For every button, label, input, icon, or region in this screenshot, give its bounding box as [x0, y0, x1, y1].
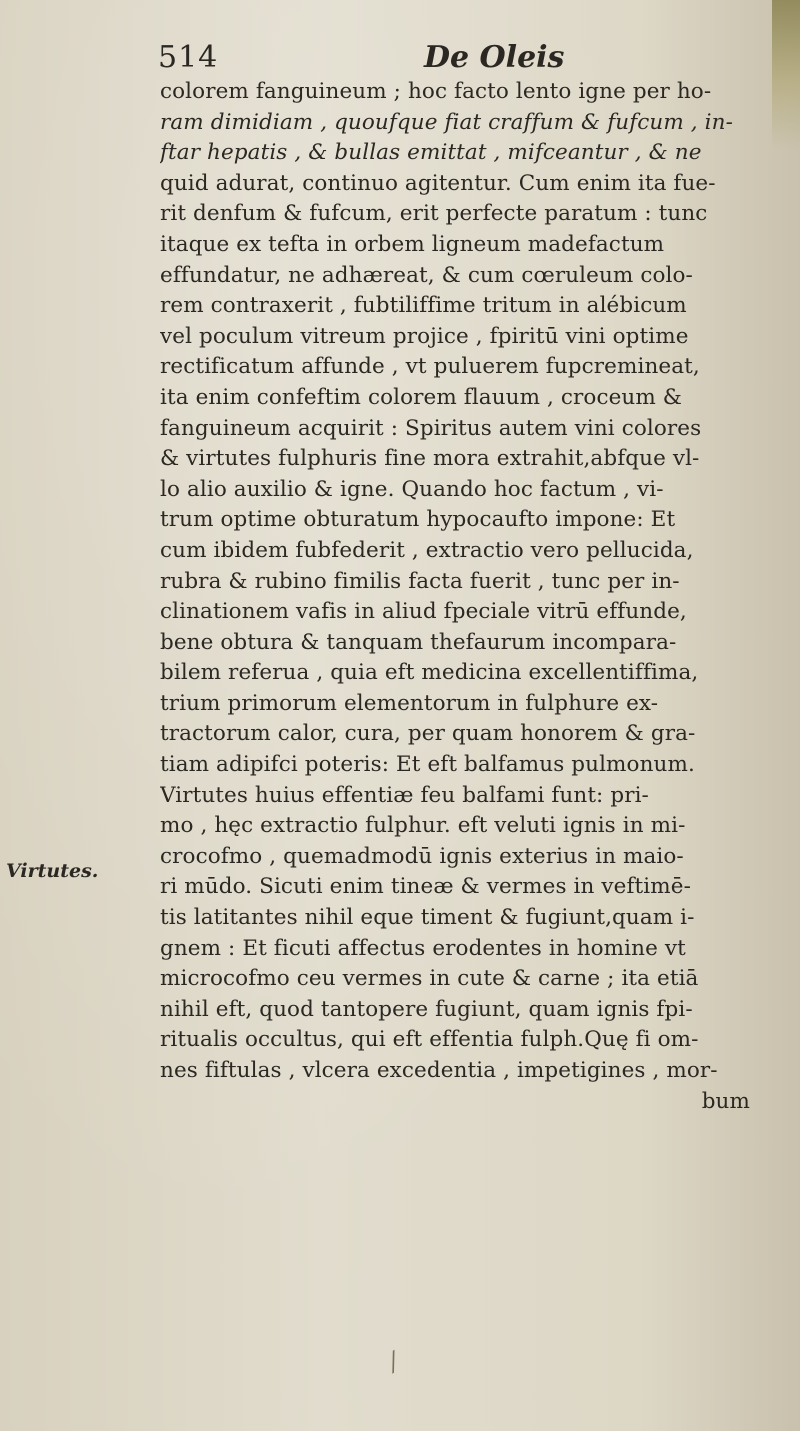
- text-line: gnem : Et ficuti affectus erodentes in homine vt: [160, 935, 686, 961]
- text-line: lo alio auxilio & igne. Quando hoc factum , vi-: [160, 476, 664, 502]
- marginal-note: Virtutes.: [6, 860, 99, 882]
- text-line: rem contraxerit , fubtiliffime tritum in alébicum: [160, 293, 687, 319]
- text-line: fanguineum acquirit : Spiritus autem vini colores: [160, 415, 702, 441]
- text-line: bum: [701, 1088, 750, 1114]
- text-line: colorem fanguineum ; hoc facto lento igne per ho-: [160, 79, 712, 104]
- text-line: ita enim confeftim colorem flauum , croceum &: [160, 384, 683, 410]
- text-line: itaque ex tefta in orbem ligneum madefactum: [160, 231, 665, 257]
- text-line: cum ibidem fubfederit , extractio vero pellucida,: [160, 537, 694, 563]
- text-line: bilem referua , quia eft medicina excellentiffima,: [160, 660, 699, 686]
- text-line: crocofmo , quemadmodū ignis exterius in maio-: [160, 843, 684, 869]
- text-line: microcofmo ceu vermes in cute & carne ; ita etiā: [160, 966, 699, 992]
- text-line: effundatur, ne adhæreat, & cum cœruleum colo-: [160, 262, 693, 288]
- text-line: clinationem vafis in aliud fpeciale vitrū effunde,: [160, 599, 687, 625]
- text-line: tis latitantes nihil eque timent & fugiunt,quam i-: [160, 905, 695, 931]
- text-line: quid adurat, continuo agitentur. Cum enim ita fue-: [160, 170, 716, 196]
- text-line: bene obtura & tanquam thefaurum incompara-: [160, 629, 677, 655]
- text-line: mo , hęc extractio fulphur. eft veluti ignis in mi-: [160, 813, 686, 839]
- page-header: [158, 40, 778, 80]
- running-title: De Oleis: [424, 40, 565, 75]
- text-line: vel poculum vitreum projice , fpiritū vini optime: [160, 323, 689, 349]
- text-line: rit denfum & fufcum, erit perfecte paratum : tunc: [160, 201, 708, 227]
- ink-flourish: ⁄: [384, 1348, 404, 1378]
- text-line: trum optime obturatum hypocaufto impone: Et: [160, 507, 676, 533]
- text-line: nes fiftulas , vlcera excedentia , impetigines , mor-: [160, 1058, 718, 1083]
- text-line: rubra & rubino fimilis facta fuerit , tunc per in-: [160, 568, 680, 594]
- text-line: ftar hepatis , & bullas emittat , mifceantur , & ne: [160, 140, 702, 166]
- text-line: ri mūdo. Sicuti enim tineæ & vermes in veftimē-: [160, 874, 691, 900]
- text-line: tiam adipifci poteris: Et eft balfamus pulmonum.: [160, 752, 695, 778]
- body-text: [160, 77, 790, 1117]
- text-line: rectificatum affunde , vt puluerem fupcremineat,: [160, 354, 700, 380]
- page-number: 514: [158, 40, 219, 75]
- text-line: ritualis occultus, qui eft effentia fulph.Quę fi om-: [160, 1027, 699, 1053]
- text-line: Virtutes huius effentiæ feu balfami funt: pri-: [160, 782, 649, 808]
- text-line: tractorum calor, cura, per quam honorem & gra-: [160, 721, 696, 747]
- text-line: trium primorum elementorum in fulphure ex-: [160, 690, 659, 716]
- text-line: nihil eft, quod tantopere fugiunt, quam ignis fpi-: [160, 996, 693, 1022]
- text-line: & virtutes fulphuris fine mora extrahit,abfque vl-: [160, 446, 700, 472]
- text-line: ram dimidiam , quoufque fiat craffum & fufcum , in-: [160, 109, 733, 135]
